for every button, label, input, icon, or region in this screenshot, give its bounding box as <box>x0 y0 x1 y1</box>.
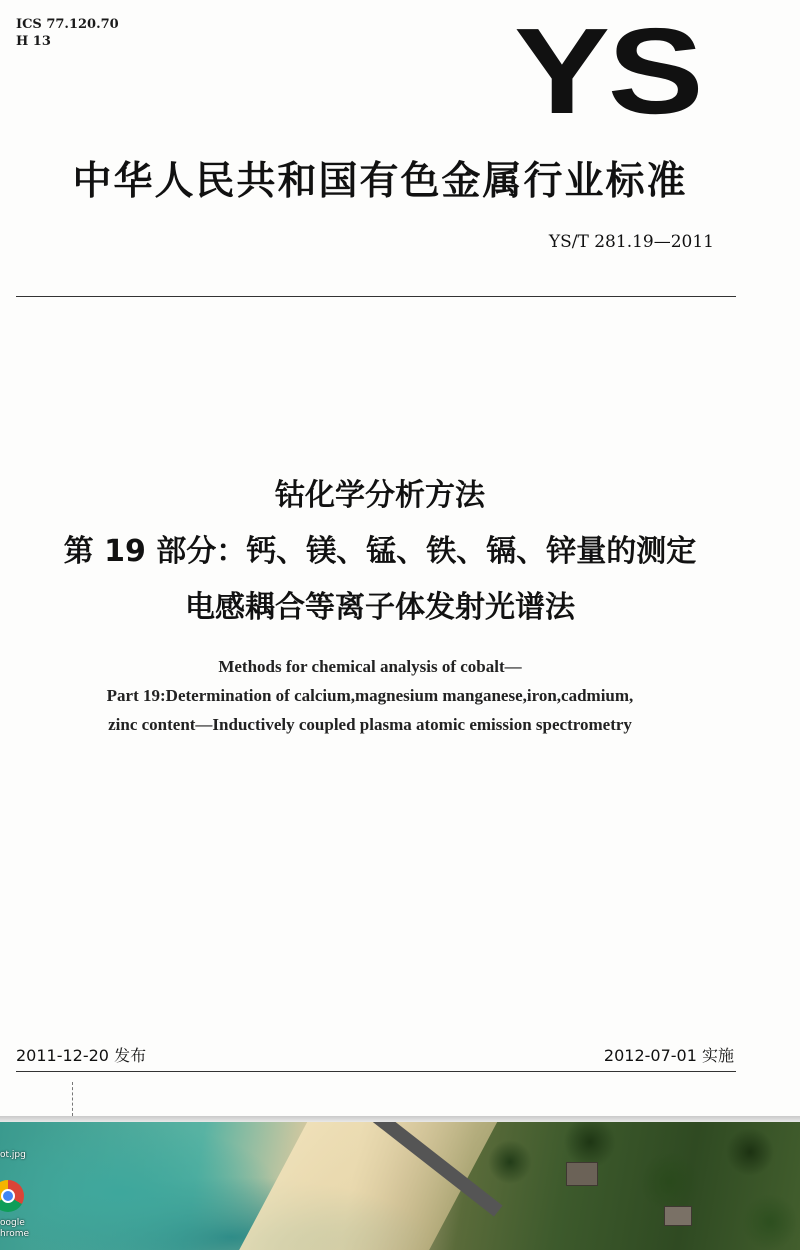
issue-date: 2011-12-20 发布 <box>16 1046 147 1065</box>
classification-codes <box>16 16 119 50</box>
title-cn-line-2: 第 19 部分：钙、镁、锰、铁、镉、锌量的测定 <box>63 534 697 569</box>
page-edge-mark <box>72 1082 74 1116</box>
title-en-line-2: Part 19:Determination of calcium,magnesium manganese,iron,cadmium, <box>106 686 634 705</box>
wallpaper-trees <box>470 1122 800 1250</box>
title-en-line-1: Methods for chemical analysis of cobalt— <box>218 657 522 676</box>
standard-number: YS/T 281.19—2011 <box>548 232 714 252</box>
wallpaper-house <box>664 1206 692 1226</box>
organization-title: 中华人民共和国有色金属行业标准 <box>72 159 688 204</box>
desktop-wallpaper <box>0 1122 800 1250</box>
chrome-icon[interactable] <box>0 1180 24 1212</box>
image-file-icon-label[interactable]: ot.jpg <box>0 1150 26 1160</box>
title-cn-line-3: 电感耦合等离子体发射光谱法 <box>185 590 575 625</box>
wallpaper-house <box>566 1162 598 1186</box>
title-cn-line-1: 钴化学分析方法 <box>275 478 485 513</box>
top-divider <box>16 296 736 297</box>
ys-logo: YS <box>514 3 702 139</box>
ics-code: ICS 77.120.70 <box>16 17 119 32</box>
title-en-line-3: zinc content—Inductively coupled plasma atomic emission spectrometry <box>108 715 632 734</box>
h-code: H 13 <box>16 34 51 49</box>
chrome-icon-label[interactable]: hrome <box>0 1229 30 1239</box>
bottom-divider <box>16 1071 736 1072</box>
effective-date: 2012-07-01 实施 <box>603 1046 734 1065</box>
chrome-icon-label[interactable]: oogle <box>0 1218 25 1228</box>
